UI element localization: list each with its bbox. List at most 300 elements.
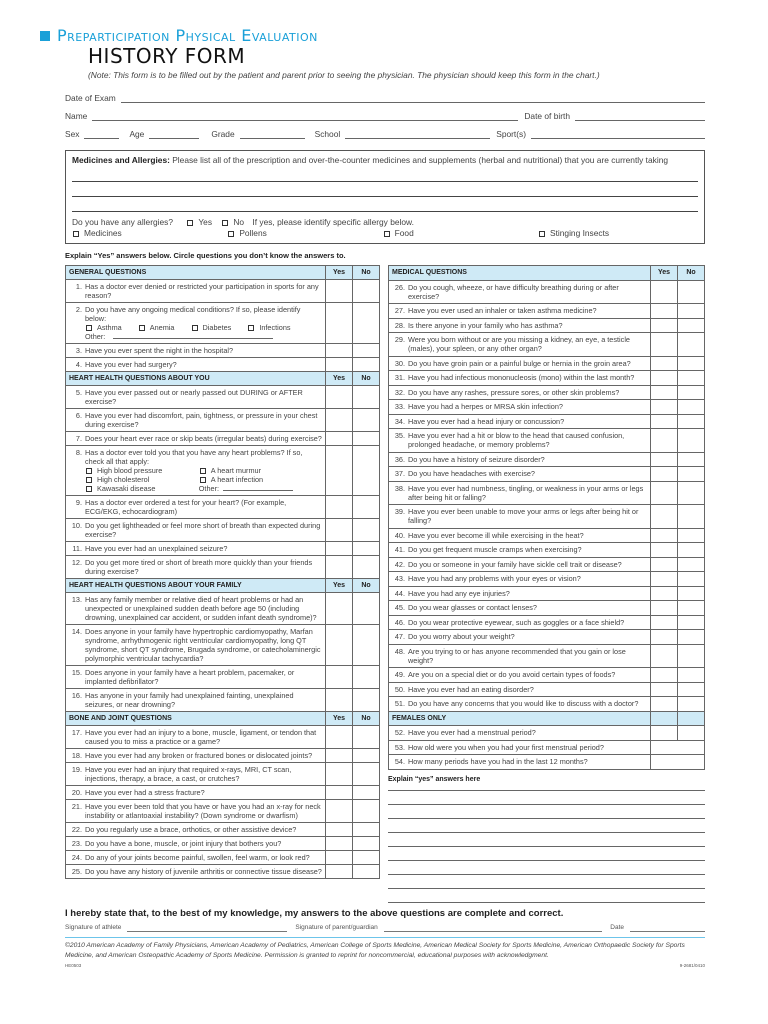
no-cell[interactable] bbox=[678, 371, 705, 386]
yes-cell[interactable] bbox=[651, 586, 678, 601]
question-number: 27. bbox=[394, 306, 405, 315]
other-field[interactable] bbox=[199, 484, 313, 493]
yes-cell[interactable] bbox=[651, 356, 678, 371]
question-number: 54. bbox=[394, 757, 405, 766]
question-text bbox=[69, 765, 322, 783]
yes-cell[interactable] bbox=[326, 823, 353, 837]
question-row bbox=[389, 740, 705, 755]
question-row bbox=[66, 280, 380, 303]
yes-cell[interactable] bbox=[326, 344, 353, 358]
question-number: 5. bbox=[75, 388, 82, 397]
question-label: Do you have any ongoing medical conditions? If so, please identify below: bbox=[85, 305, 301, 323]
yes-cell[interactable] bbox=[651, 304, 678, 319]
question-cell bbox=[389, 755, 651, 770]
question-number: 49. bbox=[394, 670, 405, 679]
question-row bbox=[66, 786, 380, 800]
checkbox[interactable] bbox=[200, 477, 206, 483]
no-cell[interactable] bbox=[678, 333, 705, 357]
medicines-instructions: Please list all of the prescription and over-the-counter medicines and supplements (herbal and nutritional) that you are currently taking bbox=[169, 155, 669, 165]
yes-header bbox=[651, 711, 678, 726]
yes-header: Yes bbox=[326, 266, 353, 280]
no-cell[interactable] bbox=[678, 682, 705, 697]
question-row bbox=[389, 615, 705, 630]
yes-cell[interactable] bbox=[326, 386, 353, 409]
explain-line[interactable] bbox=[388, 902, 705, 903]
question-cell bbox=[66, 786, 326, 800]
no-cell[interactable] bbox=[353, 344, 380, 358]
no-cell[interactable] bbox=[678, 528, 705, 543]
checkbox[interactable] bbox=[228, 231, 234, 237]
yes-cell[interactable] bbox=[326, 763, 353, 786]
question-label: Do you have a bone, muscle, or joint injury that bothers you? bbox=[85, 839, 282, 848]
checkbox[interactable] bbox=[200, 468, 206, 474]
section-title: HEART HEALTH QUESTIONS ABOUT YOU bbox=[66, 372, 326, 386]
question-label: Do you have any history of juvenile arthritis or connective tissue disease? bbox=[85, 867, 322, 876]
allergy-medicines[interactable] bbox=[72, 228, 227, 238]
yes-cell[interactable] bbox=[326, 593, 353, 625]
allergy-stinging-insects[interactable] bbox=[538, 228, 698, 238]
question-number: 38. bbox=[394, 483, 405, 493]
no-cell[interactable] bbox=[353, 786, 380, 800]
question-label: Have you ever had an injury that required x-rays, MRI, CT scan, injections, therapy, a brace, a cast, or crutches? bbox=[85, 765, 292, 783]
question-text bbox=[392, 670, 647, 679]
question-number: 9. bbox=[75, 498, 82, 507]
question-text bbox=[69, 825, 322, 834]
no-cell[interactable] bbox=[678, 543, 705, 558]
no-cell[interactable] bbox=[353, 593, 380, 625]
explain-line[interactable] bbox=[388, 874, 705, 875]
no-cell[interactable] bbox=[678, 280, 705, 304]
yes-cell[interactable] bbox=[326, 625, 353, 666]
question-label: Does anyone in your family have hypertrophic cardiomyopathy, Marfan syndrome, arrhythmogenic right ventricular cardiomyopathy, long QT syndrome, short QT syndrome, Brugada syndrome, or catecholaminergic polymorphic ventricular tachycardia? bbox=[85, 627, 321, 663]
yes-cell[interactable] bbox=[326, 542, 353, 556]
yes-cell[interactable] bbox=[326, 303, 353, 344]
date-signature-field[interactable] bbox=[630, 925, 705, 932]
question-label: Have you ever had a stress fracture? bbox=[85, 788, 205, 797]
age-field[interactable] bbox=[149, 130, 199, 139]
checkbox[interactable] bbox=[539, 231, 545, 237]
section-header bbox=[66, 266, 380, 280]
yes-cell[interactable] bbox=[651, 572, 678, 587]
no-cell[interactable] bbox=[678, 318, 705, 333]
allergy-pollens[interactable] bbox=[227, 228, 382, 238]
checkbox[interactable] bbox=[139, 325, 145, 331]
question-text bbox=[69, 448, 322, 466]
no-cell[interactable] bbox=[353, 689, 380, 712]
question-cell bbox=[66, 446, 326, 496]
no-cell[interactable] bbox=[353, 851, 380, 865]
condition-option[interactable] bbox=[199, 466, 313, 475]
no-cell[interactable] bbox=[678, 304, 705, 319]
question-row bbox=[66, 800, 380, 823]
question-cell bbox=[389, 371, 651, 386]
yes-cell[interactable] bbox=[651, 726, 678, 741]
yes-cell[interactable] bbox=[326, 749, 353, 763]
condition-label: Diabetes bbox=[202, 323, 232, 332]
no-cell[interactable] bbox=[353, 542, 380, 556]
date-of-exam-field[interactable] bbox=[121, 94, 705, 103]
yes-cell[interactable] bbox=[651, 601, 678, 616]
yes-cell[interactable] bbox=[326, 689, 353, 712]
no-cell[interactable] bbox=[353, 763, 380, 786]
school-label: School bbox=[314, 129, 341, 139]
yes-cell[interactable] bbox=[326, 446, 353, 496]
school-field[interactable] bbox=[345, 130, 490, 139]
other-field[interactable] bbox=[69, 332, 322, 341]
condition-option[interactable] bbox=[85, 484, 199, 493]
yes-cell[interactable] bbox=[326, 851, 353, 865]
no-cell[interactable] bbox=[678, 481, 705, 505]
question-cell bbox=[389, 429, 651, 453]
question-number: 20. bbox=[71, 788, 82, 797]
question-number: 15. bbox=[71, 668, 82, 677]
question-row bbox=[66, 358, 380, 372]
yes-cell[interactable] bbox=[651, 467, 678, 482]
section-title: MEDICAL QUESTIONS bbox=[389, 266, 651, 281]
question-text bbox=[392, 321, 647, 330]
condition-option[interactable] bbox=[138, 323, 183, 332]
section-header bbox=[389, 711, 705, 726]
condition-option[interactable] bbox=[85, 475, 199, 484]
question-number: 41. bbox=[394, 545, 405, 554]
no-cell[interactable] bbox=[353, 386, 380, 409]
question-number: 11. bbox=[72, 544, 82, 553]
question-number: 2. bbox=[75, 305, 82, 314]
question-row bbox=[66, 446, 380, 496]
no-header bbox=[678, 711, 705, 726]
question-label: Has a doctor ever ordered a test for your heart? (For example, ECG/EKG, echocardiogram) bbox=[85, 498, 287, 516]
no-cell[interactable] bbox=[678, 697, 705, 712]
question-cell bbox=[66, 432, 326, 446]
question-number: 26. bbox=[394, 282, 405, 292]
question-number: 13. bbox=[71, 595, 82, 604]
checkbox[interactable] bbox=[86, 486, 92, 492]
question-label: Do you regularly use a brace, orthotics, or other assistive device? bbox=[85, 825, 297, 834]
question-row bbox=[389, 557, 705, 572]
condition-label: High cholesterol bbox=[97, 475, 150, 484]
explain-line[interactable] bbox=[388, 846, 705, 847]
yes-cell[interactable] bbox=[651, 481, 678, 505]
athlete-signature-field[interactable] bbox=[127, 925, 287, 932]
question-cell bbox=[389, 557, 651, 572]
answer-cell[interactable] bbox=[651, 755, 705, 770]
question-label: Have you ever had any broken or fractured bones or dislocated joints? bbox=[85, 751, 313, 760]
question-label: Have you ever had a hit or blow to the head that caused confusion, prolonged headache, or memory problems? bbox=[408, 431, 625, 449]
condition-option[interactable] bbox=[247, 323, 298, 332]
yes-cell[interactable] bbox=[651, 543, 678, 558]
question-text bbox=[69, 388, 322, 406]
yes-cell[interactable] bbox=[651, 429, 678, 453]
question-text bbox=[392, 283, 647, 301]
section-title: FEMALES ONLY bbox=[389, 711, 651, 726]
question-label: Have you had any problems with your eyes or vision? bbox=[408, 574, 581, 583]
no-cell[interactable] bbox=[678, 615, 705, 630]
yes-cell[interactable] bbox=[651, 371, 678, 386]
section-header bbox=[66, 372, 380, 386]
question-number: 25. bbox=[71, 867, 82, 876]
question-row bbox=[389, 429, 705, 453]
allergy-no-label: No bbox=[233, 217, 245, 227]
grade-field[interactable] bbox=[240, 130, 305, 139]
yes-cell[interactable] bbox=[326, 837, 353, 851]
no-cell[interactable] bbox=[678, 668, 705, 683]
question-cell bbox=[66, 386, 326, 409]
question-text bbox=[392, 431, 647, 449]
name-label: Name bbox=[65, 111, 88, 121]
no-cell[interactable] bbox=[353, 519, 380, 542]
explain-line[interactable] bbox=[388, 818, 705, 819]
question-number: 47. bbox=[394, 632, 405, 641]
no-cell[interactable] bbox=[353, 666, 380, 689]
no-cell[interactable] bbox=[678, 452, 705, 467]
question-row bbox=[389, 630, 705, 645]
explain-line[interactable] bbox=[388, 860, 705, 861]
no-cell[interactable] bbox=[353, 432, 380, 446]
question-number: 14. bbox=[71, 627, 82, 636]
question-row bbox=[389, 543, 705, 558]
condition-option[interactable] bbox=[199, 475, 313, 484]
allergy-yes-checkbox[interactable] bbox=[187, 220, 193, 226]
question-text bbox=[69, 728, 322, 746]
yes-cell[interactable] bbox=[326, 800, 353, 823]
explain-line[interactable] bbox=[388, 888, 705, 889]
question-text bbox=[69, 558, 322, 576]
question-number: 33. bbox=[394, 402, 405, 411]
question-number: 18. bbox=[71, 751, 82, 760]
question-number: 43. bbox=[394, 574, 405, 583]
question-label: Have you ever become ill while exercising in the heat? bbox=[408, 530, 584, 540]
condition-option[interactable] bbox=[191, 323, 240, 332]
no-cell[interactable] bbox=[678, 505, 705, 529]
allergy-food[interactable] bbox=[383, 228, 538, 238]
question-row bbox=[389, 304, 705, 319]
question-number: 4. bbox=[75, 360, 82, 369]
medicines-line[interactable] bbox=[72, 165, 698, 182]
yes-cell[interactable] bbox=[326, 519, 353, 542]
checkbox[interactable] bbox=[384, 231, 390, 237]
question-number: 19. bbox=[71, 765, 82, 774]
checkbox[interactable] bbox=[248, 325, 254, 331]
question-label: Have you ever had a head injury or concussion? bbox=[408, 416, 565, 426]
demographics-row bbox=[65, 128, 705, 139]
name-field[interactable] bbox=[92, 112, 518, 121]
yes-cell[interactable] bbox=[651, 318, 678, 333]
question-row bbox=[389, 400, 705, 415]
yes-cell[interactable] bbox=[326, 786, 353, 800]
signature-row bbox=[65, 924, 705, 932]
checkbox[interactable] bbox=[73, 231, 79, 237]
question-label: Do you get frequent muscle cramps when exercising? bbox=[408, 545, 582, 554]
question-text bbox=[69, 282, 322, 300]
question-text bbox=[392, 359, 647, 368]
question-number: 1. bbox=[75, 282, 82, 291]
yes-cell[interactable] bbox=[651, 697, 678, 712]
no-cell[interactable] bbox=[678, 356, 705, 371]
yes-cell[interactable] bbox=[326, 726, 353, 749]
no-cell[interactable] bbox=[678, 467, 705, 482]
no-cell[interactable] bbox=[353, 409, 380, 432]
checkbox[interactable] bbox=[192, 325, 198, 331]
question-label: Do you get more tired or short of breath more quickly than your friends during exercise? bbox=[85, 558, 313, 576]
brand-square-icon bbox=[40, 31, 50, 41]
question-row bbox=[66, 496, 380, 519]
yes-cell[interactable] bbox=[651, 505, 678, 529]
question-row bbox=[389, 481, 705, 505]
question-cell bbox=[389, 740, 651, 755]
question-cell bbox=[389, 481, 651, 505]
no-cell[interactable] bbox=[353, 749, 380, 763]
yes-header: Yes bbox=[651, 266, 678, 281]
other-label: Other: bbox=[198, 484, 220, 493]
question-label: Have you ever had an eating disorder? bbox=[408, 684, 534, 694]
explain-line[interactable] bbox=[388, 832, 705, 833]
question-label: Have you had any eye injuries? bbox=[408, 588, 510, 598]
date-of-birth-field[interactable] bbox=[575, 112, 705, 121]
question-number: 52. bbox=[394, 728, 405, 737]
question-label: Have you ever had discomfort, pain, tightness, or pressure in your chest during exercise? bbox=[85, 411, 318, 429]
question-cell bbox=[389, 682, 651, 697]
no-cell[interactable] bbox=[678, 557, 705, 572]
explain-line[interactable] bbox=[388, 804, 705, 805]
question-cell bbox=[66, 749, 326, 763]
no-cell[interactable] bbox=[678, 385, 705, 400]
question-cell bbox=[66, 726, 326, 749]
yes-cell[interactable] bbox=[651, 280, 678, 304]
question-text bbox=[392, 402, 647, 411]
question-row bbox=[389, 385, 705, 400]
no-cell[interactable] bbox=[353, 496, 380, 519]
yes-cell[interactable] bbox=[651, 385, 678, 400]
no-cell[interactable] bbox=[678, 429, 705, 453]
no-cell[interactable] bbox=[678, 586, 705, 601]
no-cell[interactable] bbox=[353, 865, 380, 879]
no-cell[interactable] bbox=[353, 625, 380, 666]
allergy-type-label: Medicines bbox=[84, 228, 122, 238]
checkbox[interactable] bbox=[86, 468, 92, 474]
no-cell[interactable] bbox=[353, 800, 380, 823]
parent-signature-field[interactable] bbox=[384, 925, 602, 932]
other-line[interactable] bbox=[113, 332, 273, 339]
question-text bbox=[392, 603, 647, 612]
yes-header: Yes bbox=[326, 372, 353, 386]
question-cell bbox=[389, 452, 651, 467]
no-cell[interactable] bbox=[353, 358, 380, 372]
section-header bbox=[66, 579, 380, 593]
medicines-line[interactable] bbox=[72, 182, 698, 197]
sports-field[interactable] bbox=[531, 130, 705, 139]
allergy-note: If yes, please identify specific allergy below. bbox=[252, 217, 414, 227]
condition-option[interactable] bbox=[85, 466, 199, 475]
question-cell bbox=[66, 496, 326, 519]
yes-cell[interactable] bbox=[651, 682, 678, 697]
answer-cell[interactable] bbox=[651, 740, 705, 755]
yes-cell[interactable] bbox=[651, 630, 678, 645]
sex-field[interactable] bbox=[84, 130, 119, 139]
allergy-yes-label: Yes bbox=[198, 217, 213, 227]
question-row bbox=[389, 755, 705, 770]
section-title: HEART HEALTH QUESTIONS ABOUT YOUR FAMILY bbox=[66, 579, 326, 593]
sex-label: Sex bbox=[65, 129, 80, 139]
question-cell bbox=[389, 400, 651, 415]
condition-option[interactable] bbox=[85, 323, 130, 332]
question-text bbox=[69, 498, 322, 516]
yes-cell[interactable] bbox=[326, 432, 353, 446]
question-row bbox=[66, 865, 380, 879]
question-number: 23. bbox=[71, 839, 82, 848]
question-number: 7. bbox=[75, 434, 82, 443]
yes-cell[interactable] bbox=[651, 615, 678, 630]
no-cell[interactable] bbox=[353, 280, 380, 303]
checkbox[interactable] bbox=[86, 477, 92, 483]
yes-cell[interactable] bbox=[326, 280, 353, 303]
no-cell[interactable] bbox=[678, 644, 705, 668]
explain-line[interactable] bbox=[388, 790, 705, 791]
yes-cell[interactable] bbox=[326, 666, 353, 689]
attestation-statement: I hereby state that, to the best of my knowledge, my answers to the above questions are complete and correct. bbox=[65, 908, 564, 919]
question-text bbox=[392, 647, 647, 665]
question-number: 28. bbox=[394, 320, 405, 330]
yes-cell[interactable] bbox=[326, 496, 353, 519]
question-text bbox=[69, 544, 322, 553]
question-text bbox=[69, 853, 322, 862]
section-title: GENERAL QUESTIONS bbox=[66, 266, 326, 280]
yes-cell[interactable] bbox=[651, 528, 678, 543]
yes-cell[interactable] bbox=[651, 557, 678, 572]
yes-cell[interactable] bbox=[651, 452, 678, 467]
yes-cell[interactable] bbox=[326, 556, 353, 579]
question-row bbox=[66, 726, 380, 749]
question-label: Do you have groin pain or a painful bulge or hernia in the groin area? bbox=[408, 358, 631, 368]
yes-cell[interactable] bbox=[326, 358, 353, 372]
yes-cell[interactable] bbox=[651, 333, 678, 357]
no-cell[interactable] bbox=[678, 630, 705, 645]
allergy-no-checkbox[interactable] bbox=[222, 220, 228, 226]
yes-cell[interactable] bbox=[326, 409, 353, 432]
no-cell[interactable] bbox=[678, 726, 705, 741]
question-text bbox=[392, 589, 647, 598]
question-row bbox=[66, 763, 380, 786]
yes-cell[interactable] bbox=[651, 414, 678, 429]
no-cell[interactable] bbox=[678, 601, 705, 616]
question-label: Have you had a herpes or MRSA skin infection? bbox=[408, 402, 563, 411]
question-number: 10. bbox=[71, 521, 82, 530]
question-text bbox=[392, 484, 647, 502]
medicines-line[interactable] bbox=[72, 197, 698, 212]
yes-cell[interactable] bbox=[651, 400, 678, 415]
no-cell[interactable] bbox=[353, 556, 380, 579]
yes-cell[interactable] bbox=[326, 865, 353, 879]
no-cell[interactable] bbox=[678, 414, 705, 429]
allergy-type-label: Pollens bbox=[239, 228, 267, 238]
date-signature-label: Date bbox=[610, 924, 624, 931]
no-cell[interactable] bbox=[353, 726, 380, 749]
checkbox[interactable] bbox=[86, 325, 92, 331]
no-cell[interactable] bbox=[353, 837, 380, 851]
no-header: No bbox=[678, 266, 705, 281]
date-of-exam-label: Date of Exam bbox=[65, 93, 116, 103]
no-cell[interactable] bbox=[353, 823, 380, 837]
question-row bbox=[66, 386, 380, 409]
question-text bbox=[392, 618, 647, 627]
no-cell[interactable] bbox=[678, 572, 705, 587]
yes-cell[interactable] bbox=[651, 668, 678, 683]
question-label: Are you trying to or has anyone recommended that you gain or lose weight? bbox=[408, 646, 626, 665]
no-cell[interactable] bbox=[353, 446, 380, 496]
no-cell[interactable] bbox=[678, 400, 705, 415]
other-line[interactable] bbox=[223, 484, 293, 491]
no-cell[interactable] bbox=[353, 303, 380, 344]
yes-cell[interactable] bbox=[651, 644, 678, 668]
